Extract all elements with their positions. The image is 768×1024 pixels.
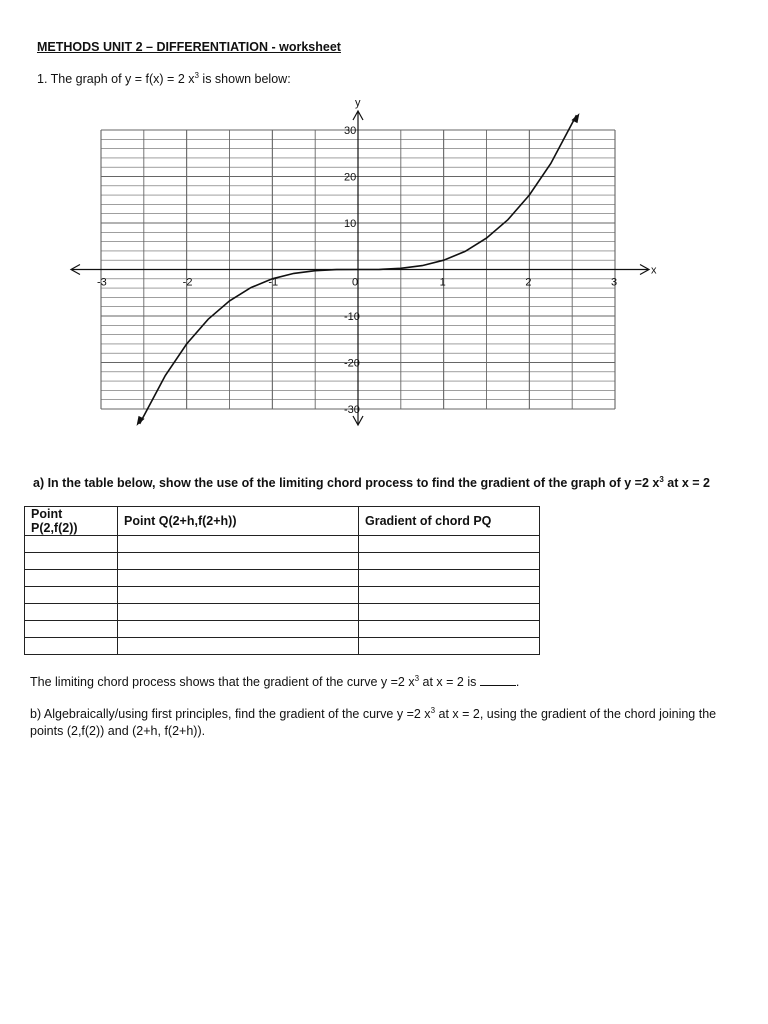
- y-tick-label: 20: [344, 171, 357, 184]
- table-row[interactable]: [25, 536, 540, 553]
- y-tick-label: -30: [344, 404, 360, 416]
- table-cell[interactable]: [359, 553, 540, 570]
- table-row[interactable]: [25, 604, 540, 621]
- q1-intro-suffix: is shown below:: [198, 72, 291, 86]
- table-cell[interactable]: [359, 570, 540, 587]
- conclusion-end: .: [515, 675, 520, 689]
- graph-labels: [97, 97, 657, 416]
- table-cell[interactable]: [118, 553, 359, 570]
- part-a-prefix: a) In the table below, show the use of the limiting chord process to find the gradient of the graph of y =2 x: [33, 476, 660, 490]
- limiting-chord-table: [24, 506, 540, 655]
- table-cell[interactable]: [118, 587, 359, 604]
- q1-intro-exponent: 3: [194, 70, 199, 80]
- conclusion-sentence: [30, 674, 519, 689]
- x-tick-label: 0: [352, 276, 359, 289]
- x-tick-label: -2: [182, 276, 193, 289]
- x-axis-label: x: [651, 264, 657, 277]
- y-axis-label: y: [355, 97, 361, 109]
- y-tick-label: 10: [344, 218, 357, 230]
- x-tick-label: -1: [268, 276, 279, 289]
- table-row[interactable]: [25, 587, 540, 604]
- table-cell[interactable]: [25, 604, 118, 621]
- answer-blank[interactable]: [480, 674, 516, 686]
- table-cell[interactable]: [118, 621, 359, 638]
- part-b-suffix: at x = 2, using the gradient of the chord joining the points (2,f(2)) and (2+h, f(2+h)).: [30, 707, 717, 738]
- part-b-exponent: 3: [430, 705, 436, 715]
- table-cell[interactable]: [118, 604, 359, 621]
- table-cell[interactable]: [25, 587, 118, 604]
- table-cell[interactable]: [25, 553, 118, 570]
- y-tick-label: -10: [344, 311, 360, 323]
- cubic-graph: [0, 0, 768, 440]
- table-header-row: [25, 507, 540, 536]
- x-tick-label: 1: [439, 276, 446, 289]
- x-tick-label: 3: [611, 276, 618, 289]
- part-a-prompt: [33, 476, 710, 490]
- table-cell[interactable]: [118, 638, 359, 655]
- table-cell[interactable]: [359, 638, 540, 655]
- y-tick-label: -20: [344, 357, 360, 370]
- table-row[interactable]: [25, 553, 540, 570]
- y-tick-label: 30: [344, 125, 357, 137]
- table-cell[interactable]: [25, 621, 118, 638]
- part-a-exponent: 3: [659, 474, 664, 484]
- table-cell[interactable]: [359, 621, 540, 638]
- part-b-prompt: [30, 706, 730, 740]
- x-tick-label: -3: [97, 276, 107, 289]
- table-cell[interactable]: [359, 587, 540, 604]
- table-cell[interactable]: [25, 638, 118, 655]
- conclusion-suffix: at x = 2 is: [419, 675, 477, 689]
- x-tick-label: 2: [525, 276, 532, 289]
- part-a-suffix: at x = 2: [663, 476, 711, 490]
- table-cell[interactable]: [118, 570, 359, 587]
- worksheet-title: METHODS UNIT 2 – DIFFERENTIATION - worksheet: [37, 40, 341, 54]
- table-cell[interactable]: [359, 604, 540, 621]
- table-row[interactable]: [25, 638, 540, 655]
- table-cell[interactable]: [25, 536, 118, 553]
- table-cell[interactable]: [118, 536, 359, 553]
- col-header-gradient: Gradient of chord PQ: [359, 507, 540, 536]
- table-cell[interactable]: [359, 536, 540, 553]
- col-header-p: Point P(2,f(2)): [25, 507, 118, 536]
- part-b-prefix: b) Algebraically/using first principles, find the gradient of the curve y =2 x: [30, 707, 431, 721]
- table-row[interactable]: [25, 621, 540, 638]
- col-header-q: Point Q(2+h,f(2+h)): [118, 507, 359, 536]
- table-row[interactable]: [25, 570, 540, 587]
- conclusion-prefix: The limiting chord process shows that the gradient of the curve y =2 x: [30, 675, 415, 689]
- q1-intro-prefix: 1. The graph of y = f(x) = 2 x: [37, 72, 195, 86]
- table-cell[interactable]: [25, 570, 118, 587]
- conclusion-exponent: 3: [414, 673, 420, 683]
